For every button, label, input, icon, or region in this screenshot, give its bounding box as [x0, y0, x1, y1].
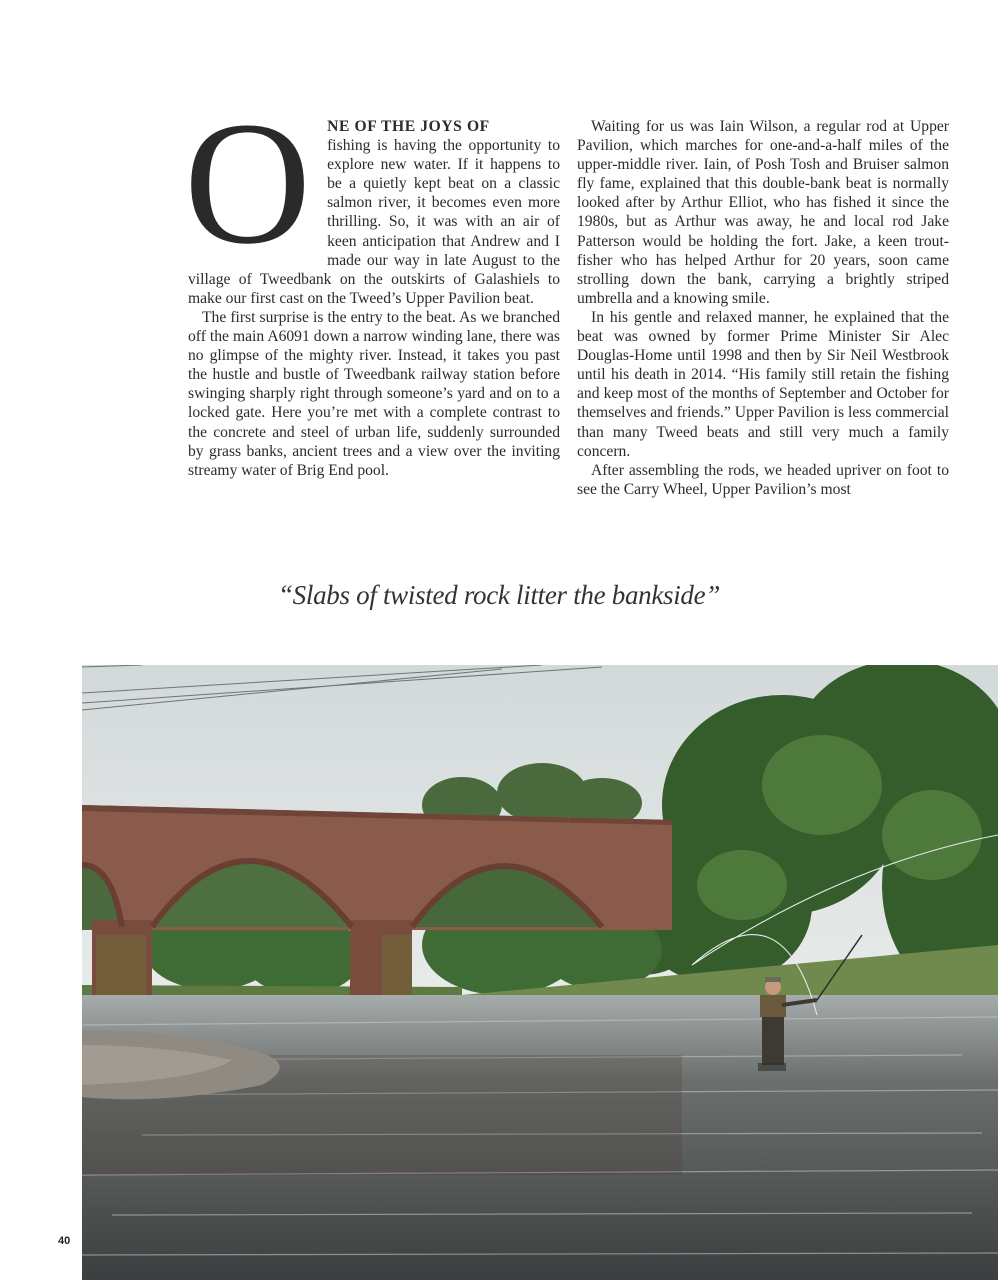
drop-cap: O	[184, 86, 312, 281]
river-bridge-photo	[82, 665, 998, 1280]
photo-illustration	[82, 665, 998, 1280]
pull-quote: “Slabs of twisted rock litter the bankside”	[277, 580, 721, 610]
paragraph-text: fishing is having the opportunity to explore new water. If it happens to be a quietly kept beat on a classic salmon river, it becomes even more thrilling. So, it was with an air of keen anticipation that Andrew and I made our way in late August to the village of Tweedbank on the outskirts of Galashiels to make our first cast on the Tweed’s Upper Pavilion beat.	[188, 137, 560, 307]
paragraph: The first surprise is the entry to the beat. As we branched off the main A6091 down a narrow winding lane, there was no glimpse of the mighty river. Instead, it takes you past the hustle and bustle of Tweedbank railway station before swinging sharply right through someone’s yard and on to a locked gate. Here you’re met with a complete contrast to the concrete and steel of urban life, suddenly surrounded by grass banks, ancient trees and a view over the inviting streamy water of Brig End pool.	[188, 308, 560, 479]
article-column-left	[184, 86, 560, 480]
paragraph: After assembling the rods, we headed upriver on foot to see the Carry Wheel, Upper Pavilion’s most	[577, 461, 949, 498]
page-number: 40	[58, 1235, 71, 1247]
opening-paragraph	[184, 86, 560, 308]
paragraph: In his gentle and relaxed manner, he explained that the beat was owned by former Prime Minister Sir Alec Douglas-Home until 1998 and then by Sir Neil Westbrook until his death in 2014. “His family still retain the fishing and keep most of the months of September and October for themselves and friends.” Upper Pavilion is less commercial than many Tweed beats and still very much a family concern.	[577, 308, 949, 460]
article-column-right	[577, 117, 949, 499]
paragraph: Waiting for us was Iain Wilson, a regular rod at Upper Pavilion, which marches for one-and-a-half miles of the upper-middle river. Iain, of Posh Tosh and Bruiser salmon fly fame, explained that this double-bank beat is normally looked after by Arthur Elliot, who has fished it since the 1980s, but as Arthur was away, he and local rod Jake Patterson would be holding the fort. Jake, a keen trout-fisher who has helped Arthur for 20 years, soon came strolling down the bank, carrying a brightly striped umbrella and a knowing smile.	[577, 118, 949, 307]
lead-in-text: NE OF THE JOYS OF	[327, 118, 490, 135]
